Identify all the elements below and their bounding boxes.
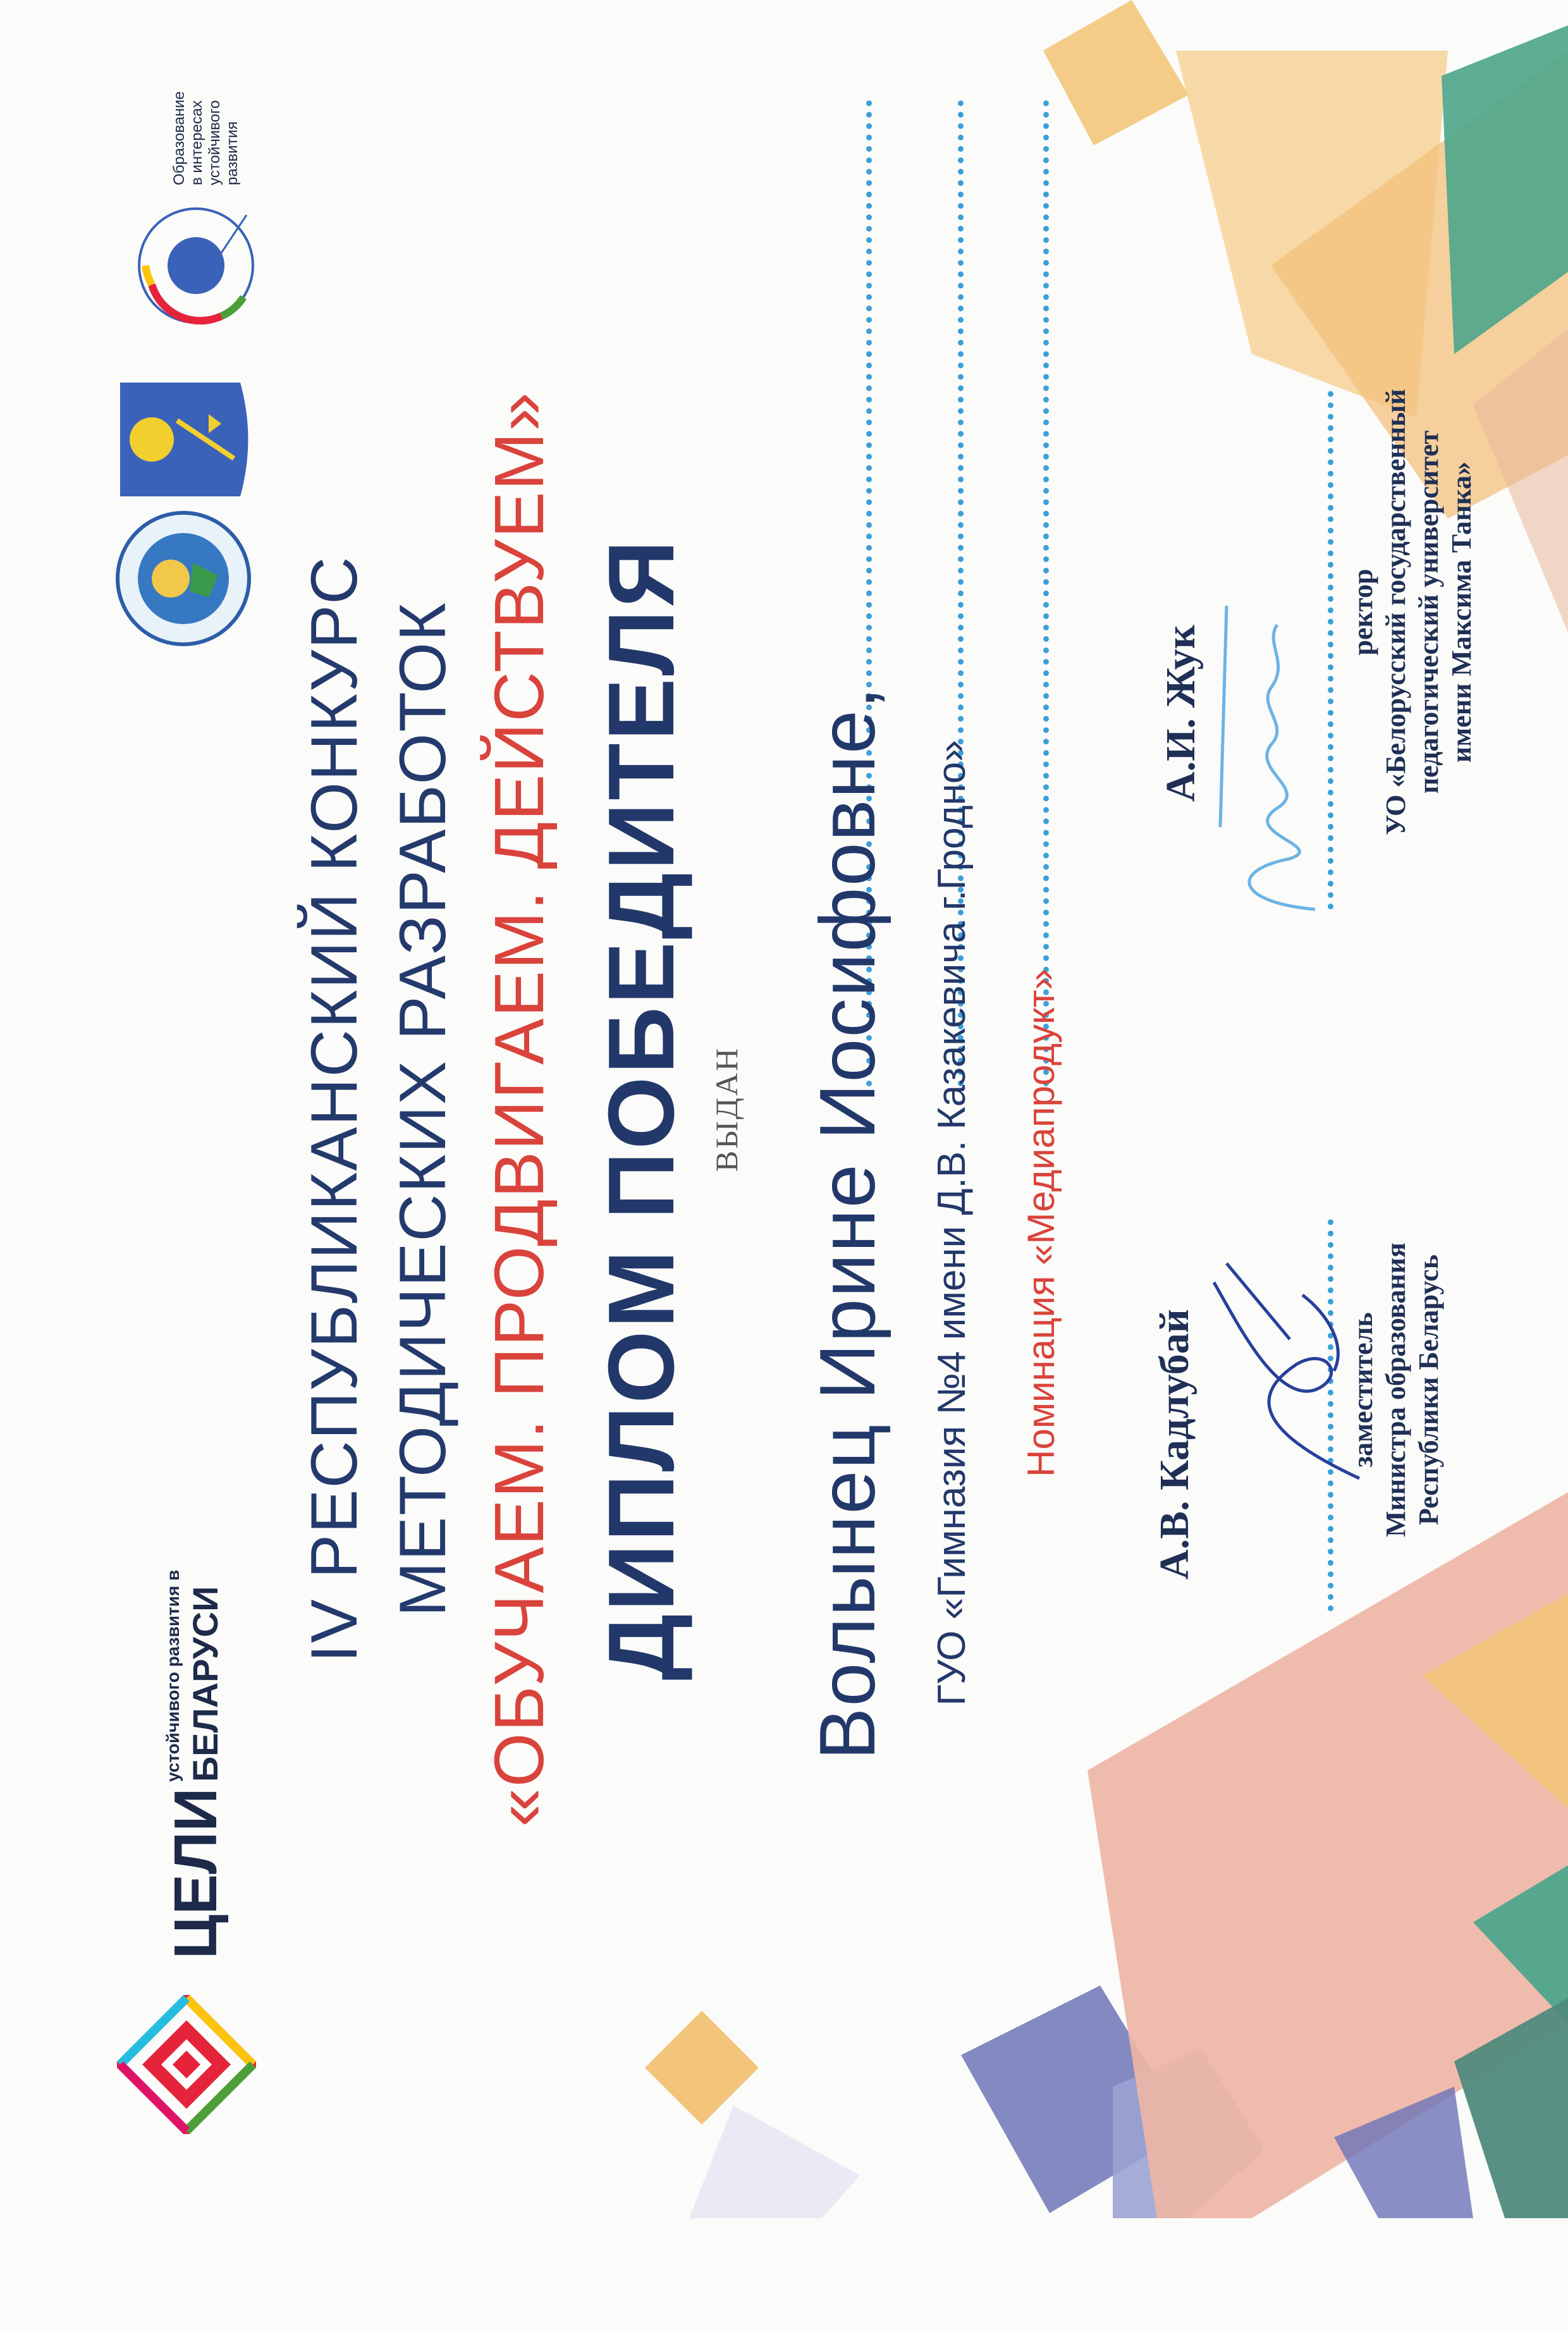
goals-logo-small: устойчивого развития в xyxy=(163,1569,183,1782)
contest-title-line2: МЕТОДИЧЕСКИХ РАЗРАБОТОК xyxy=(386,601,460,1617)
signatory-right-title-4: имени Максима Танка» xyxy=(1446,461,1477,763)
signatory-right-title-2: УО «Белорусский государственный xyxy=(1380,389,1411,835)
signatory-left-name: А.В. Кадлубай xyxy=(1151,1309,1197,1580)
diploma-heading: ДИПЛОМ ПОБЕДИТЕЛЯ xyxy=(589,537,694,1681)
school-name: ГУО «Гимназия №4 имени Д.В. Казакевича г.Гродно» xyxy=(930,740,974,1706)
signature-right-scribble xyxy=(1201,599,1366,928)
signatory-right-title xyxy=(1347,302,1478,922)
recipient-name: Волынец Ирине Иосифовне, xyxy=(804,685,891,1760)
signatory-left-title xyxy=(1347,1162,1445,1617)
signatory-right-title-3: педагогический университет xyxy=(1413,430,1444,794)
contest-slogan: «ОБУЧАЕМ. ПРОДВИГАЕМ. ДЕЙСТВУЕМ» xyxy=(481,391,558,1827)
signatory-left-title-1: заместитель xyxy=(1347,1312,1378,1468)
contest-title-line1: IV РЕСПУБЛИКАНСКИЙ КОНКУРС xyxy=(298,555,371,1663)
issued-label: ВЫДАН xyxy=(709,1046,744,1172)
signatory-right-title-1: ректор xyxy=(1347,568,1378,656)
signatory-left-title-3: Республики Беларусь xyxy=(1413,1255,1444,1525)
goals-logo-main: ЦЕЛИ xyxy=(162,1788,230,1959)
signatory-left-title-2: Министра образования xyxy=(1380,1243,1411,1537)
goals-logo-country: БЕЛАРУСИ xyxy=(185,1586,225,1782)
coordination-logo-text: Образование в интересах устойчивого развития xyxy=(171,91,241,185)
nomination: Номинация «Медиапродукт» xyxy=(1020,969,1062,1477)
signatory-right-name: А.И. Жук xyxy=(1158,625,1204,802)
